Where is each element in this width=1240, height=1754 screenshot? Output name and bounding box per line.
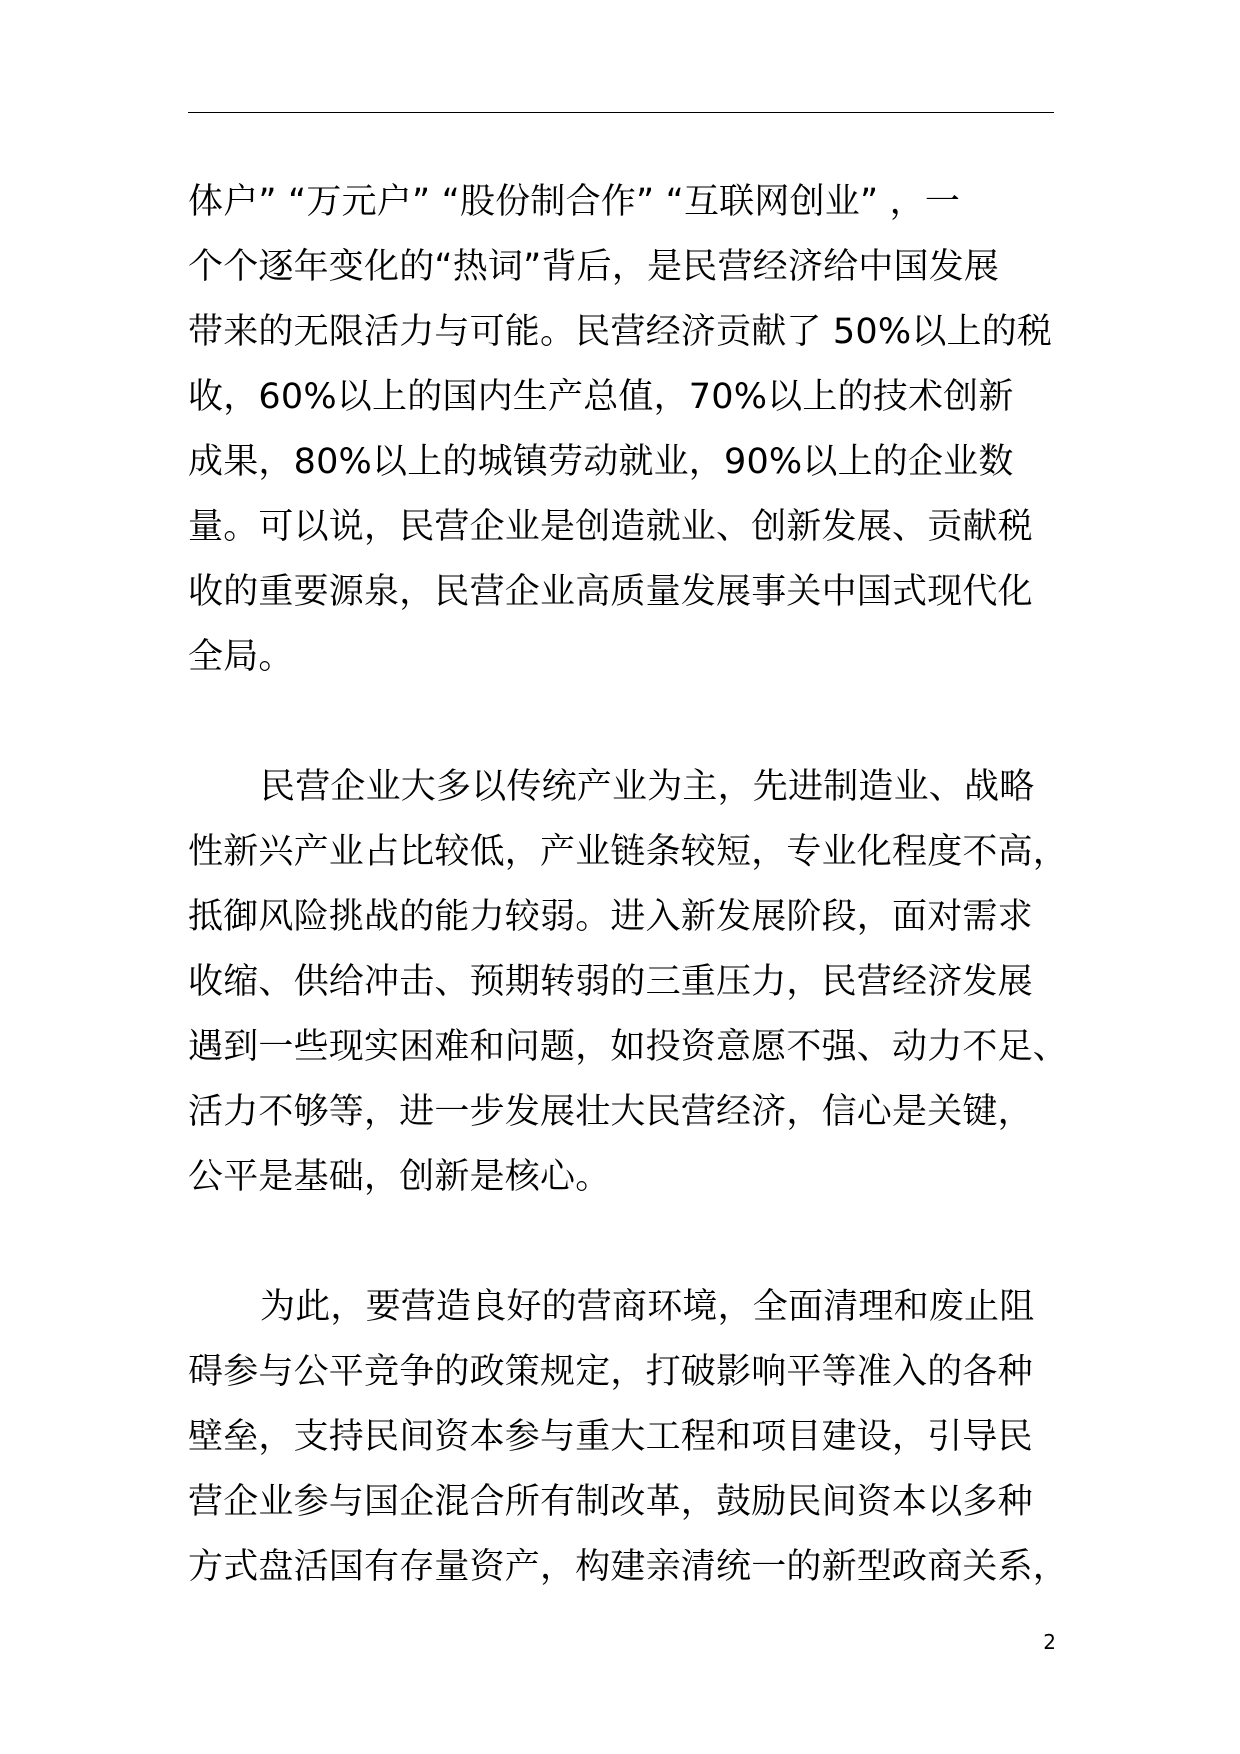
paragraph-3-line-1: 为此，要营造良好的营商环境，全面清理和废止阻 [260,1287,1035,1327]
body-text [188,170,1069,1600]
paragraph-2-line-3: 抵御风险挑战的能力较弱。进入新发展阶段，面对需求 [188,897,1033,937]
paragraph-3-line-4: 营企业参与国企混合所有制改革，鼓励民间资本以多种 [188,1482,1033,1522]
paragraph-1-line-5: 成果，80%以上的城镇劳动就业，90%以上的企业数 [188,442,1014,482]
paragraph-1-line-6: 量。可以说，民营企业是创造就业、创新发展、贡献税 [188,507,1033,547]
paragraph-2-line-4: 收缩、供给冲击、预期转弱的三重压力，民营经济发展 [188,962,1033,1002]
paragraph-3-line-3: 壁垒，支持民间资本参与重大工程和项目建设，引导民 [188,1417,1033,1457]
paragraph-gap [188,1210,1054,1275]
paragraph-3-line-2: 碍参与公平竞争的政策规定，打破影响平等准入的各种 [188,1352,1033,1392]
paragraph-2-line-1: 民营企业大多以传统产业为主，先进制造业、战略 [260,767,1035,807]
paragraph-gap [188,690,1054,755]
paragraph-3-line-5: 方式盘活国有存量资产，构建亲清统一的新型政商关系， [188,1547,1069,1587]
paragraph-1-line-1: 体户” “万元户” “股份制合作” “互联网创业” ，一 [188,182,961,222]
paragraph-1-line-4: 收，60%以上的国内生产总值，70%以上的技术创新 [188,377,1014,417]
paragraph-1-line-8: 全局。 [188,637,294,677]
paragraph-1-line-7: 收的重要源泉，民营企业高质量发展事关中国式现代化 [188,572,1033,612]
paragraph-2-line-6: 活力不够等，进一步发展壮大民营经济，信心是关键， [188,1092,1033,1132]
paragraph-2-line-7: 公平是基础，创新是核心。 [188,1157,611,1197]
paragraph-2-line-5: 遇到一些现实困难和问题，如投资意愿不强、动力不足、 [188,1027,1069,1067]
paragraph-1-line-3: 带来的无限活力与可能。民营经济贡献了 50%以上的税 [188,312,1053,352]
paragraph-1-line-2: 个个逐年变化的“热词”背后，是民营经济给中国发展 [188,247,1000,287]
page-number: 2 [1043,1630,1056,1654]
paragraph-2-line-2: 性新兴产业占比较低，产业链条较短，专业化程度不高， [188,832,1069,872]
header-rule [188,112,1054,113]
